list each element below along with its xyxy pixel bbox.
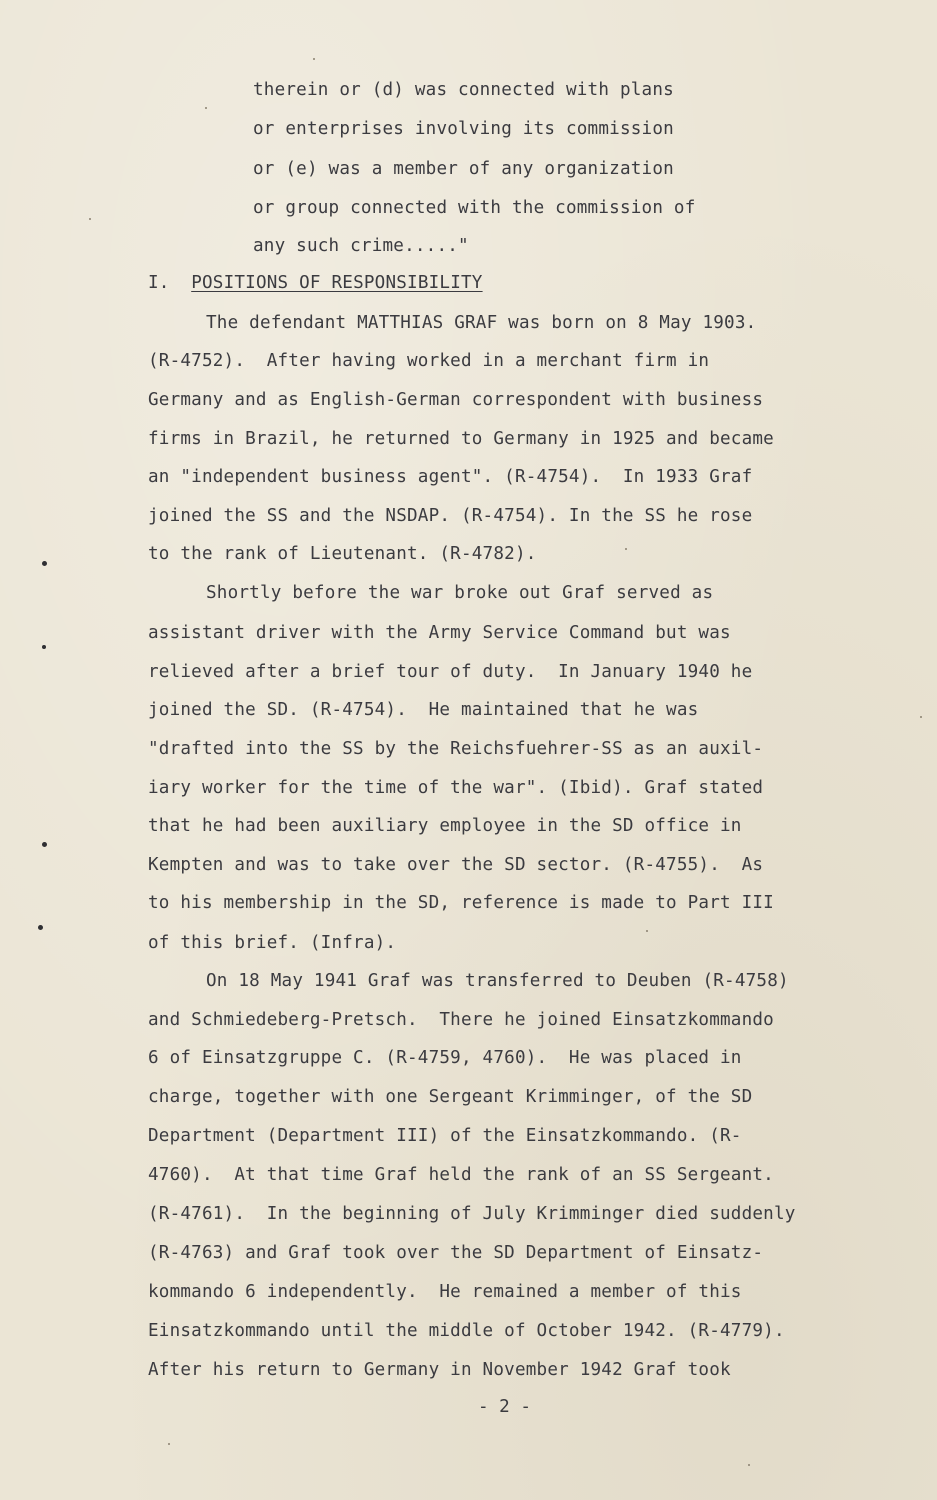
paragraph-1-line-7: to the rank of Lieutenant. (R-4782). <box>148 544 537 564</box>
paragraph-3-line-4: charge, together with one Sergeant Krimminger, of the SD <box>148 1087 753 1107</box>
paragraph-3-line-5: Department (Department III) of the Einsatzkommando. (R- <box>148 1126 742 1146</box>
paper-speck <box>313 58 315 60</box>
paragraph-1-line-6: joined the SS and the NSDAP. (R-4754). In the SS he rose <box>148 506 753 526</box>
paragraph-3-line-2: and Schmiedeberg-Pretsch. There he joined Einsatzkommando <box>148 1010 774 1030</box>
quote-line-5: any such crime....." <box>253 236 469 256</box>
paper-speck <box>646 930 648 932</box>
paper-speck <box>42 561 47 566</box>
paper-speck <box>625 548 627 550</box>
section-heading <box>148 272 483 294</box>
paragraph-2-line-6: iary worker for the time of the war". (Ibid). Graf stated <box>148 778 764 798</box>
paragraph-2-line-2: assistant driver with the Army Service Command but was <box>148 623 731 643</box>
paragraph-2-line-9: to his membership in the SD, reference is made to Part III <box>148 893 774 913</box>
paper-speck <box>42 842 47 847</box>
paragraph-2-line-5: "drafted into the SS by the Reichsfuehrer-SS as an auxil- <box>148 739 764 759</box>
quote-line-4: or group connected with the commission of <box>253 198 696 218</box>
paragraph-3-line-10: Einsatzkommando until the middle of October 1942. (R-4779). <box>148 1321 785 1341</box>
quote-line-3: or (e) was a member of any organization <box>253 159 674 179</box>
paper-speck <box>38 925 43 930</box>
paragraph-2-line-10: of this brief. (Infra). <box>148 933 397 953</box>
paragraph-3-line-1: On 18 May 1941 Graf was transferred to Deuben (R-4758) <box>206 971 789 991</box>
paragraph-3-line-11: After his return to Germany in November 1942 Graf took <box>148 1360 731 1380</box>
paragraph-2-line-7: that he had been auxiliary employee in the SD office in <box>148 816 742 836</box>
paragraph-2-line-1: Shortly before the war broke out Graf served as <box>206 583 714 603</box>
section-title: POSITIONS OF RESPONSIBILITY <box>191 273 483 293</box>
paragraph-1-line-1: The defendant MATTHIAS GRAF was born on 8 May 1903. <box>206 313 757 333</box>
paragraph-1-line-2: (R-4752). After having worked in a merchant firm in <box>148 351 710 371</box>
page-number: - 2 - <box>478 1397 531 1417</box>
paper-speck <box>920 716 922 718</box>
section-number: I. <box>148 273 170 293</box>
paper-speck <box>42 645 46 649</box>
paper-speck <box>748 1464 750 1466</box>
paragraph-3-line-7: (R-4761). In the beginning of July Krimminger died suddenly <box>148 1204 796 1224</box>
quote-line-1: therein or (d) was connected with plans <box>253 80 674 100</box>
quote-line-2: or enterprises involving its commission <box>253 119 674 139</box>
paragraph-1-line-4: firms in Brazil, he returned to Germany in 1925 and became <box>148 429 774 449</box>
paragraph-2-line-3: relieved after a brief tour of duty. In January 1940 he <box>148 662 753 682</box>
paragraph-3-line-3: 6 of Einsatzgruppe C. (R-4759, 4760). He was placed in <box>148 1048 742 1068</box>
paragraph-1-line-3: Germany and as English-German correspondent with business <box>148 390 764 410</box>
paper-speck <box>168 1443 170 1445</box>
paper-speck <box>205 107 207 109</box>
paper-speck <box>89 218 91 220</box>
paragraph-3-line-6: 4760). At that time Graf held the rank of an SS Sergeant. <box>148 1165 774 1185</box>
paragraph-3-line-8: (R-4763) and Graf took over the SD Department of Einsatz- <box>148 1243 764 1263</box>
paragraph-3-line-9: kommando 6 independently. He remained a member of this <box>148 1282 742 1302</box>
paragraph-2-line-8: Kempten and was to take over the SD sector. (R-4755). As <box>148 855 764 875</box>
paragraph-1-line-5: an "independent business agent". (R-4754). In 1933 Graf <box>148 467 753 487</box>
paragraph-2-line-4: joined the SD. (R-4754). He maintained that he was <box>148 700 699 720</box>
